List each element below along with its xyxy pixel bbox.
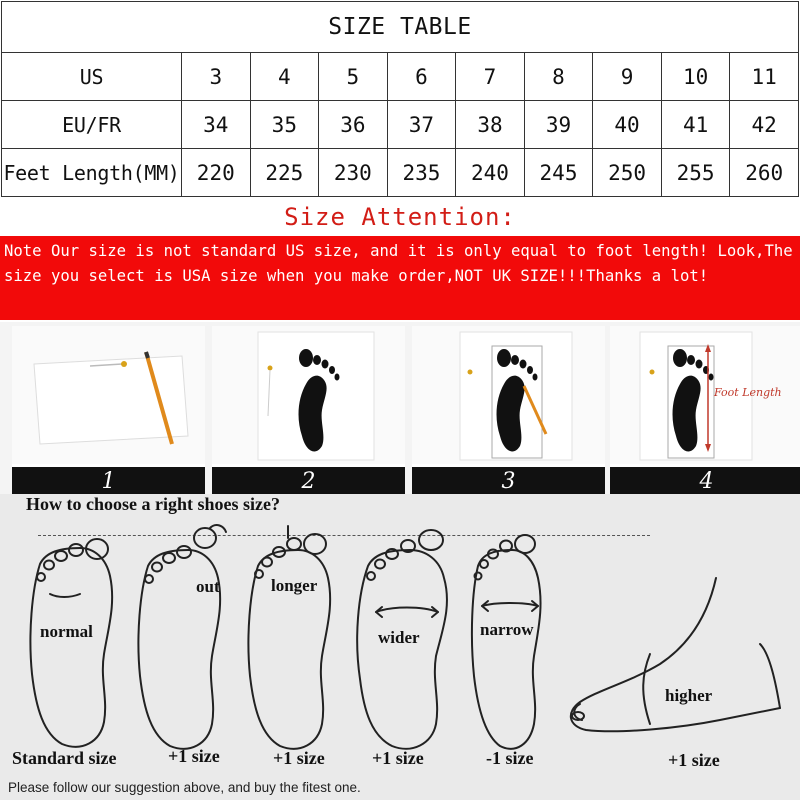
foot-label-normal: normal bbox=[40, 622, 93, 641]
table-cell: 35 bbox=[250, 101, 319, 149]
step-3-number: 3 bbox=[412, 467, 605, 494]
table-cell: 34 bbox=[182, 101, 251, 149]
foot-label-narrow: narrow bbox=[480, 620, 534, 639]
footer-note: Please follow our suggestion above, and buy the fitest one. bbox=[8, 780, 361, 795]
foot-label-higher: higher bbox=[665, 686, 713, 705]
size-table-title: SIZE TABLE bbox=[2, 2, 799, 53]
table-cell: 40 bbox=[593, 101, 662, 149]
step-1 bbox=[12, 326, 205, 494]
table-cell: 42 bbox=[730, 101, 799, 149]
caption-longer: +1 size bbox=[273, 748, 325, 768]
foot-label-longer: longer bbox=[271, 576, 318, 595]
step-4-photo bbox=[610, 326, 800, 464]
out-foot-icon bbox=[138, 525, 226, 749]
step-3 bbox=[412, 326, 605, 494]
table-cell: 230 bbox=[319, 149, 388, 197]
caption-narrow: -1 size bbox=[486, 748, 534, 768]
size-attention-heading: Size Attention: bbox=[284, 203, 516, 231]
table-cell: 36 bbox=[319, 101, 388, 149]
step-1-photo bbox=[12, 326, 205, 464]
table-row-feet-length bbox=[2, 149, 799, 197]
table-row-eu bbox=[2, 101, 799, 149]
longer-foot-icon bbox=[248, 526, 330, 749]
size-table bbox=[1, 1, 799, 197]
caption-wider: +1 size bbox=[372, 748, 424, 768]
step-2-number: 2 bbox=[212, 467, 405, 494]
foot-label-wider: wider bbox=[378, 628, 420, 647]
row-label: Feet Length(MM) bbox=[2, 149, 182, 197]
size-guide bbox=[0, 494, 800, 800]
foot-length-annotation: Foot Length bbox=[714, 386, 782, 399]
step-2 bbox=[212, 326, 405, 494]
caption-out: +1 size bbox=[168, 746, 220, 766]
table-cell: 235 bbox=[387, 149, 456, 197]
step-1-number: 1 bbox=[12, 467, 205, 494]
table-cell: 255 bbox=[661, 149, 730, 197]
table-cell: 39 bbox=[524, 101, 593, 149]
size-note-banner: Note Our size is not standard US size, and it is only equal to foot length! Look,The size you select is USA size when you make order,NOT UK SIZE!!!Thanks a lot! bbox=[0, 236, 800, 320]
table-cell: 245 bbox=[524, 149, 593, 197]
measure-steps bbox=[0, 322, 800, 494]
table-cell: 260 bbox=[730, 149, 799, 197]
table-cell: 37 bbox=[387, 101, 456, 149]
table-cell: 4 bbox=[250, 53, 319, 101]
guide-title: How to choose a right shoes size? bbox=[26, 494, 280, 514]
table-cell: 38 bbox=[456, 101, 525, 149]
table-cell: 220 bbox=[182, 149, 251, 197]
table-cell: 7 bbox=[456, 53, 525, 101]
table-cell: 10 bbox=[661, 53, 730, 101]
table-cell: 8 bbox=[524, 53, 593, 101]
step-2-photo bbox=[212, 326, 405, 464]
row-label: EU/FR bbox=[2, 101, 182, 149]
table-cell: 11 bbox=[730, 53, 799, 101]
table-cell: 3 bbox=[182, 53, 251, 101]
table-cell: 240 bbox=[456, 149, 525, 197]
caption-standard-size: Standard size bbox=[12, 748, 117, 768]
higher-foot-icon bbox=[571, 578, 780, 731]
table-cell: 250 bbox=[593, 149, 662, 197]
step-4 bbox=[610, 326, 800, 494]
table-row-us bbox=[2, 53, 799, 101]
caption-higher: +1 size bbox=[668, 750, 720, 770]
narrow-foot-icon bbox=[472, 535, 541, 749]
table-cell: 9 bbox=[593, 53, 662, 101]
table-cell: 5 bbox=[319, 53, 388, 101]
normal-foot-icon bbox=[30, 539, 112, 747]
foot-label-out: out bbox=[196, 577, 220, 596]
step-3-photo bbox=[412, 326, 605, 464]
row-label: US bbox=[2, 53, 182, 101]
table-cell: 6 bbox=[387, 53, 456, 101]
table-cell: 41 bbox=[661, 101, 730, 149]
table-cell: 225 bbox=[250, 149, 319, 197]
step-4-number: 4 bbox=[610, 467, 800, 494]
